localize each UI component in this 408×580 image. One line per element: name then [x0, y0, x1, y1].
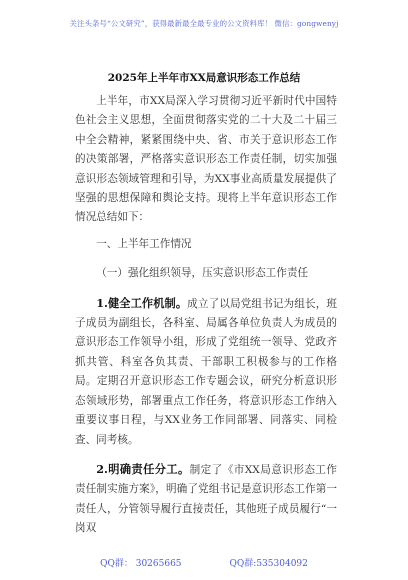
- document-title: 2025年上半年市XX局意识形态工作总结: [107, 72, 301, 84]
- intro-paragraph: 上半年，市XX局深入学习贯彻习近平新时代中国特色社会主义思想，全面贯彻落实党的二十大及二十届三中全会精神，紧紧围绕中央、省、市关于意识形态工作的决策部署，严格落实意识形态工作责任制，切实加强意识形态领域管理和引导，为XX事业高质量发展提供了坚强的思想保障和舆论支持。现将上半年意识形态工作情况总结如下：: [75, 95, 337, 224]
- section-heading: 一、上半年工作情况: [96, 237, 192, 250]
- item-1-lead: 1.健全工作机制。: [96, 295, 188, 310]
- subsection-heading: （一）强化组织领导，压实意识形态工作责任: [96, 267, 309, 280]
- document-body: [75, 92, 337, 539]
- item-2-paragraph: [75, 460, 337, 539]
- header-note: 关注头条号“公文研究”，获得最新最全最专业的公文资料库！ 微信：gongwenyj: [69, 19, 339, 28]
- item-1-text: 成立了以局党组书记为组长，班子成员为副组长，各科室、局属各单位负责人为成员的意识形态工作领导小组，形成了党组统一领导、党政齐抓共管、科室各负其责、干部职工积极参与的工作格局。定期召开意识形态工作专题会议，研究分析意识形态领域形势，部署重点工作任务，将意识形态工作纳入重要议事日程，与XX业务工作同部署、同落实、同检查、同考核。: [75, 297, 337, 446]
- item-2-lead: 2.明确责任分工。: [96, 461, 190, 476]
- item-1-paragraph: [75, 294, 337, 450]
- footer-qq-group-1: QQ群： 30265665: [100, 559, 182, 569]
- footer-qq-group-2: QQ群:535304092: [229, 559, 308, 569]
- item-2-text: 制定了《市XX局意识形态工作责任制实施方案》，明确了党组书记是意识形态工作第一责任人，分管领导履行直接责任，其他班子成员履行“一岗双: [75, 463, 337, 535]
- footer: [0, 556, 408, 569]
